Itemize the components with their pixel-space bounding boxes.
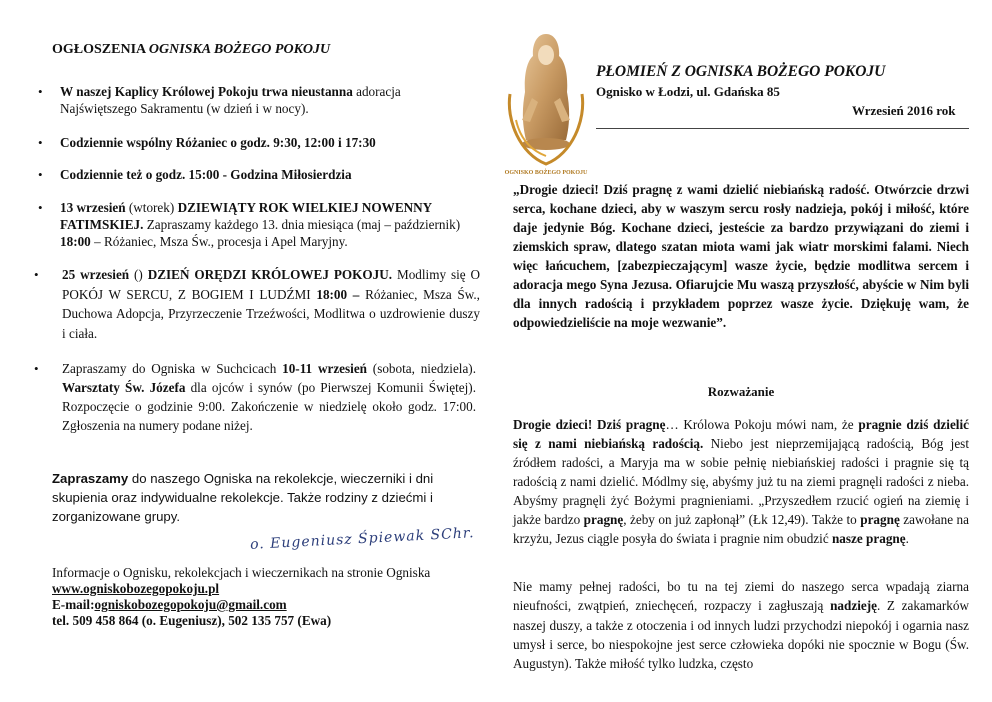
- fatima-time: 18:00: [60, 234, 91, 249]
- website-link[interactable]: www.ogniskobozegopokoju.pl: [52, 581, 220, 596]
- retreat-invitation: [52, 469, 472, 526]
- announcement-workshops: [34, 359, 476, 435]
- rosary-text: Codziennie wspólny Różaniec o godz. 9:30, 12:00 i 17:30: [60, 135, 376, 150]
- fatima-text-end: – Różaniec, Msza Św., procesja i Apel Maryjny.: [90, 234, 348, 249]
- announcement-fatima-novena: [38, 199, 490, 250]
- handwritten-signature: o. Eugeniusz Śpiewak SChr.: [249, 525, 475, 553]
- adoration-bold: W naszej Kaplicy Królowej Pokoju trwa nieustanna: [60, 84, 353, 99]
- workshops-days: (sobota, niedziela).: [367, 361, 476, 376]
- workshops-dates: 10-11 wrzesień: [282, 361, 368, 376]
- phone-numbers: tel. 509 458 864 (o. Eugeniusz), 502 135 757 (Ewa): [52, 613, 332, 628]
- queen-day-paren: (): [129, 267, 148, 282]
- reflection-paragraph-1: [513, 415, 969, 548]
- announcements-title: [52, 42, 330, 58]
- announcement-mercy-hour: [38, 166, 460, 183]
- queen-day-time: 18:00 –: [316, 286, 360, 302]
- reflection-text: zawołane na krzyżu, Jezus ciągle posyła do świata i pragnie nim obudzić: [513, 512, 969, 546]
- mercy-hour-text: Codziennie też o godz. 15:00 - Godzina Miłosierdzia: [60, 167, 352, 182]
- newsletter-date: Wrzesień 2016 rok: [852, 103, 956, 118]
- logo-caption: OGNISKO BOŻEGO POKOJU: [504, 170, 588, 176]
- queen-of-peace-message: „Drogie dzieci! Dziś pragnę z wami dzielić niebiańską radość. Otwórzcie drzwi serca, kochane dzieci, aby w waszym sercu rosły nadzieja, pokój i miłość, które daje jedynie Bóg. Kochane dzieci, jesteście za bardzo przywiązani do ziemi i ziemskich spraw, dlatego szatan miota wami jak wiatr morskimi falami. Niech więc łańcuchem, [zabezpieczającym] wasze życie, będzie modlitwa sercem i adoracja mego Syna Jezusa. Ofiarujcie Mu waszą przyszłość, abyście w Nim byli dla innych radością i przykładem poprzez wasze życie. Dziękuję wam, że odpowiedzieliście na moje wezwanie”.: [513, 182, 969, 330]
- queen-day-date: 25 wrzesień: [62, 267, 130, 282]
- workshops-text: Zapraszamy do Ogniska w Suchcicach: [62, 361, 283, 376]
- newsletter-address: Ognisko w Łodzi, ul. Gdańska 85: [596, 84, 780, 99]
- reflection-bold: pragnę: [583, 512, 624, 527]
- reflection-text: , żeby on już zapłonął” (Łk 12,49). Także to: [623, 512, 861, 527]
- title-plain-part: OGŁOSZENIA: [52, 42, 149, 57]
- reflection-bold: Drogie dzieci! Dziś pragnę: [513, 417, 666, 432]
- queen-day-text-end: Różaniec, Msza Św., Duchowa Adopcja, Przyrzeczenie Trzeźwości, Modlitwa o uzdrowienie duszy i ciała.: [62, 286, 480, 341]
- bullet-icon: •: [38, 200, 43, 215]
- queen-day-heading: DZIEŃ ORĘDZI KRÓLOWEJ POKOJU.: [147, 267, 393, 282]
- reflection-paragraph-2: [513, 577, 969, 673]
- title-italic-part: OGNISKA BOŻEGO POKOJU: [148, 42, 331, 57]
- fatima-heading: DZIEWIĄTY ROK WIELKIEJ NOWENNY FATIMSKIEJ.: [60, 200, 432, 232]
- reflection-bold: pragnie dziś dzielić się z nami niebiańską radością.: [513, 417, 969, 451]
- reflection-bold: pragnę: [860, 512, 900, 527]
- fatima-text: Zapraszamy każdego 13. dnia miesiąca (maj – październik): [143, 217, 461, 232]
- fatima-date: 13 wrzesień: [60, 200, 126, 215]
- header-divider: [596, 128, 969, 129]
- reflection-text: Nie mamy pełnej radości, bo tu na tej ziemi do naszego serca wpadają ziarna nieufności, zwątpień, zniechęceń, rozpaczy i zagłuszają: [513, 579, 969, 614]
- reflection-text: Niebo jest nieprzemijającą radością, Bóg jest źródłem radości, a Maryja ma w sobie pełnię niebiańskiej radości i pragnie się tą radością z nami dzielić. Módlmy się, abyśmy już tu na ziemi pragnęli radości z nieba. Abyśmy pragnęli żyć Bożymi pragnieniami. „Przyszedłem rzucić ogień na ziemię i jakże bardzo: [513, 436, 969, 527]
- bullet-icon: •: [34, 361, 39, 376]
- contact-info: [52, 565, 482, 629]
- bullet-icon: •: [38, 84, 43, 99]
- reflection-heading: Rozważanie: [707, 384, 775, 399]
- email-link[interactable]: ogniskobozegopokoju@gmail.com: [94, 597, 287, 612]
- announcement-adoration: [38, 83, 460, 117]
- bullet-icon: •: [38, 167, 43, 182]
- reflection-text: . Z zakamarków naszej duszy, a także z otoczenia i od innych ludzi przychodzi niepokój i ogarnia nasz umysł i serce, bo niespokojne jest serce człowieka dopóki nie spocznie w Bogu (Św. Augustyn). Także miłość tylko ludzka, często: [513, 598, 969, 672]
- adoration-text: adoracja Najświętszego Sakramentu (w dzień i w nocy).: [60, 84, 401, 116]
- queen-day-text: Modlimy się O POKÓJ W SERCU, Z BOGIEM I LUDŹMI: [62, 267, 480, 302]
- announcement-queen-of-peace-day: [34, 265, 480, 343]
- workshops-text-end: dla ojców i synów (po Pierwszej Komunii Świętej). Rozpoczęcie o godzinie 9:00. Zakończenie w niedzielę około godz. 17:00. Zgłoszenia na numery podane niżej.: [62, 380, 476, 433]
- madonna-logo-icon: [500, 28, 592, 178]
- email-label: E-mail:: [52, 597, 95, 612]
- reflection-text: … Królowa Pokoju mówi nam, że: [665, 417, 859, 432]
- invite-text: do naszego Ogniska na rekolekcje, wieczerniki i dni skupienia oraz indywidualne rekolekcje. Także rodziny z dziećmi i zorganizowane grupy.: [52, 471, 434, 524]
- newsletter-title: PŁOMIEŃ Z OGNISKA BOŻEGO POKOJU: [596, 63, 886, 80]
- reflection-bold: nadzieję: [830, 598, 877, 614]
- fatima-day: (wtorek): [125, 200, 178, 215]
- bullet-icon: •: [38, 135, 43, 150]
- info-line: Informacje o Ognisku, rekolekcjach i wieczernikach na stronie Ogniska: [52, 565, 431, 580]
- invite-bold: Zapraszamy: [52, 471, 129, 486]
- reflection-text: .: [905, 531, 909, 546]
- announcement-rosary: [38, 134, 460, 151]
- reflection-bold: nasze pragnę: [831, 531, 906, 546]
- workshops-heading: Warsztaty Św. Józefa: [62, 380, 186, 395]
- bullet-icon: •: [34, 267, 39, 282]
